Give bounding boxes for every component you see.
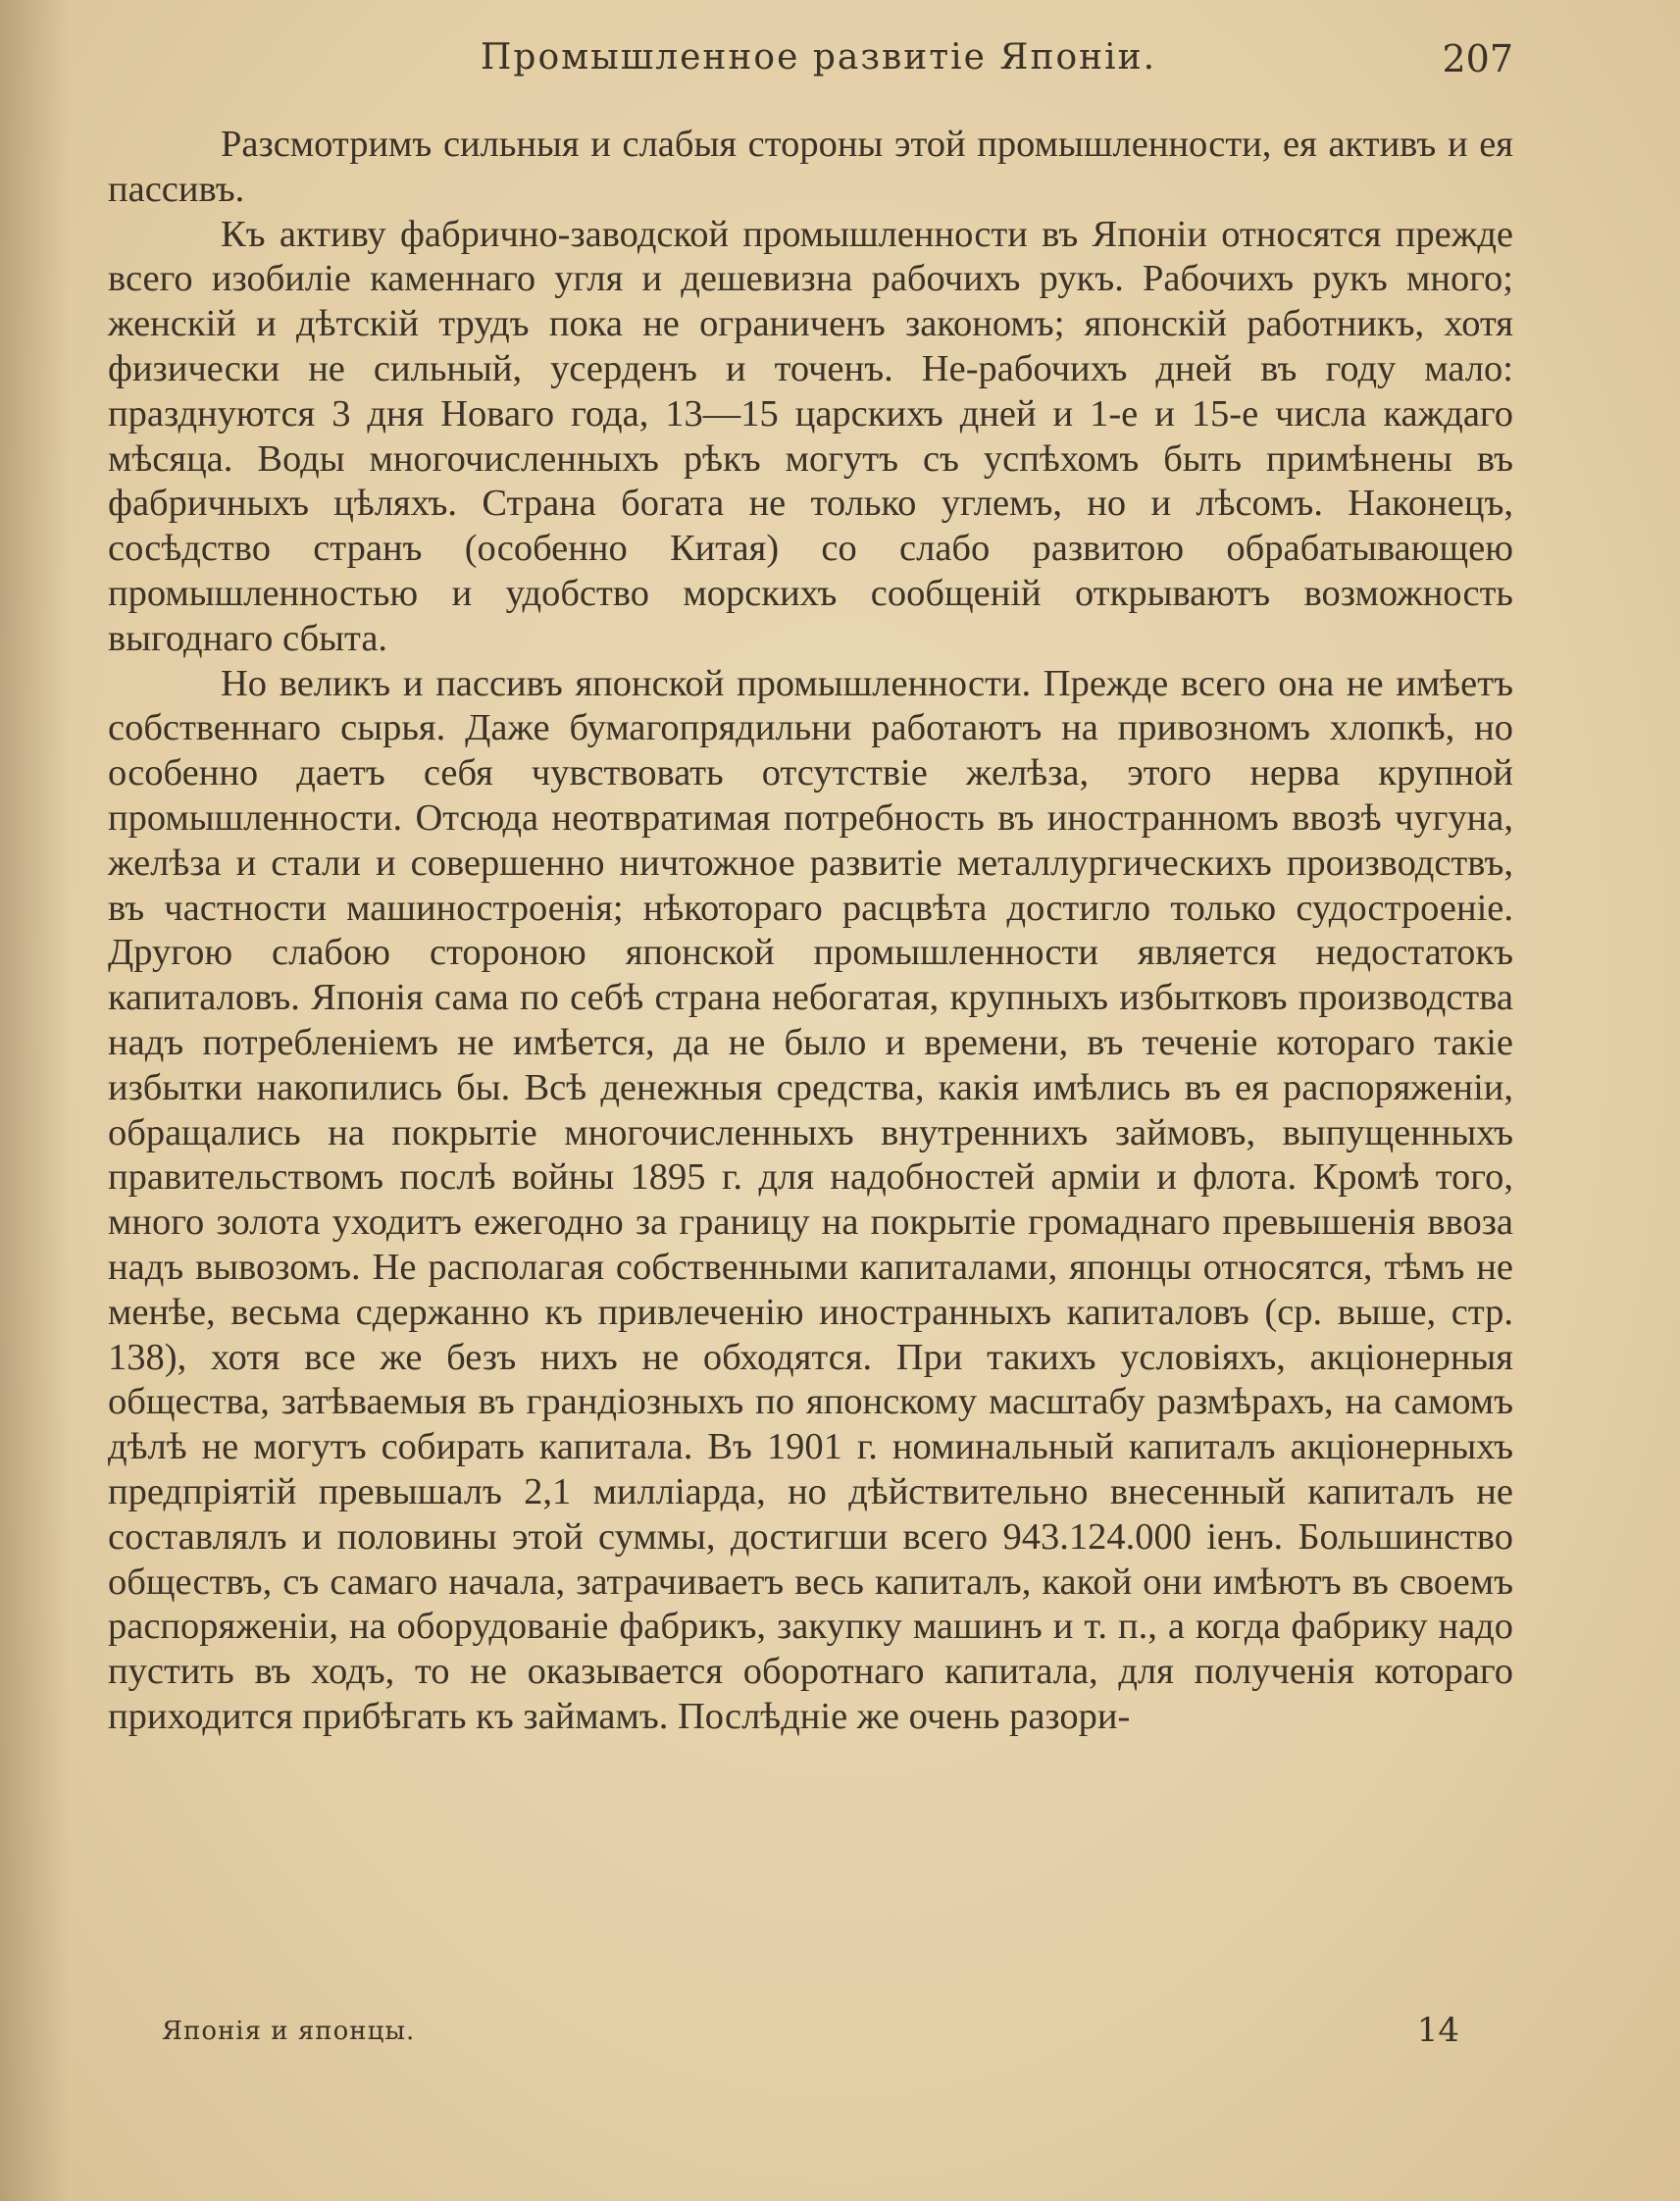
- sheet-number: 14: [1416, 2011, 1459, 2050]
- paragraph-2: Къ активу фабрично-заводской промышленности въ Японіи относятся прежде всего изобиліе каменнаго угля и дешевизна рабочихъ рукъ. Рабочихъ рукъ много; женскій и дѣтскій трудъ пока не ограниченъ закономъ; японскій работникъ, хотя физически не сильный, усерденъ и точенъ. Не-рабочихъ дней въ году мало: празднуются 3 дня Новаго года, 13—15 царскихъ дней и 1-е и 15-е числа каждаго мѣсяца. Воды многочисленныхъ рѣкъ могутъ съ успѣхомъ быть примѣнены въ фабричныхъ цѣляхъ. Страна богата не только углемъ, но и лѣсомъ. Наконецъ, сосѣдство странъ (особенно Китая) со слабо развитою обрабатывающею промышленностью и удобство морскихъ сообщеній открываютъ возможность выгоднаго сбыта.: [108, 213, 1513, 659]
- body-text: [108, 123, 1513, 1740]
- paragraph-3: Но великъ и пассивъ японской промышленности. Прежде всего она не имѣетъ собственнаго сырья. Даже бумагопрядильни работаютъ на привозномъ хлопкѣ, но особенно даетъ себя чувствовать отсутствіе желѣза, этого нерва крупной промышленности. Отсюда неотвратимая потребность въ иностранномъ ввозѣ чугуна, желѣза и стали и совершенно ничтожное развитіе металлургическихъ производствъ, въ частности машиностроенія; нѣкотораго расцвѣта достигло только судостроеніе. Другою слабою стороною японской промышленности является недостатокъ капиталовъ. Японія сама по себѣ страна небогатая, крупныхъ избытковъ производства надъ потребленіемъ не имѣется, да не было и времени, въ теченіе котораго такіе избытки накопились бы. Всѣ денежныя средства, какія имѣлись въ ея распоряженіи, обращались на покрытіе многочисленныхъ внутреннихъ займовъ, выпущенныхъ правительствомъ послѣ войны 1895 г. для надобностей арміи и флота. Кромѣ того, много золота уходитъ ежегодно за границу на покрытіе громаднаго превышенія ввоза надъ вывозомъ. Не располагая собственными капиталами, японцы относятся, тѣмъ не менѣе, весьма сдержанно къ привлеченію иностранныхъ капиталовъ (ср. выше, стр. 138), хотя все же безъ нихъ не обходятся. При такихъ условіяхъ, акціонерныя общества, затѣваемыя въ грандіозныхъ по японскому масштабу размѣрахъ, на самомъ дѣлѣ не могутъ собирать капитала. Въ 1901 г. номинальный капиталъ акціонерныхъ предпріятій превышалъ 2,1 милліарда, но дѣйствительно внесенный капиталъ не составлялъ и половины этой суммы, достигши всего 943.124.000 іенъ. Большинство обществъ, съ самаго начала, затрачиваетъ весь капиталъ, какой они имѣютъ въ своемъ распоряженіи, на оборудованіе фабрикъ, закупку машинъ и т. п., а когда фабрику надо пустить въ ходъ, то не оказывается оборотнаго капитала, для полученія котораго приходится прибѣгать къ займамъ. Послѣдніе же очень разори-: [108, 662, 1513, 1737]
- paragraph-1: Разсмотримъ сильныя и слабыя стороны этой промышленности, ея активъ и ея пассивъ.: [108, 124, 1513, 210]
- running-title: Промышленное развитіе Японіи.: [481, 37, 1157, 77]
- page-footer: [162, 2011, 1459, 2050]
- signature-mark: Японія и японцы.: [162, 2017, 416, 2046]
- running-head: [108, 37, 1513, 86]
- page-number: 207: [1442, 37, 1513, 80]
- gutter-shadow: [0, 0, 69, 2201]
